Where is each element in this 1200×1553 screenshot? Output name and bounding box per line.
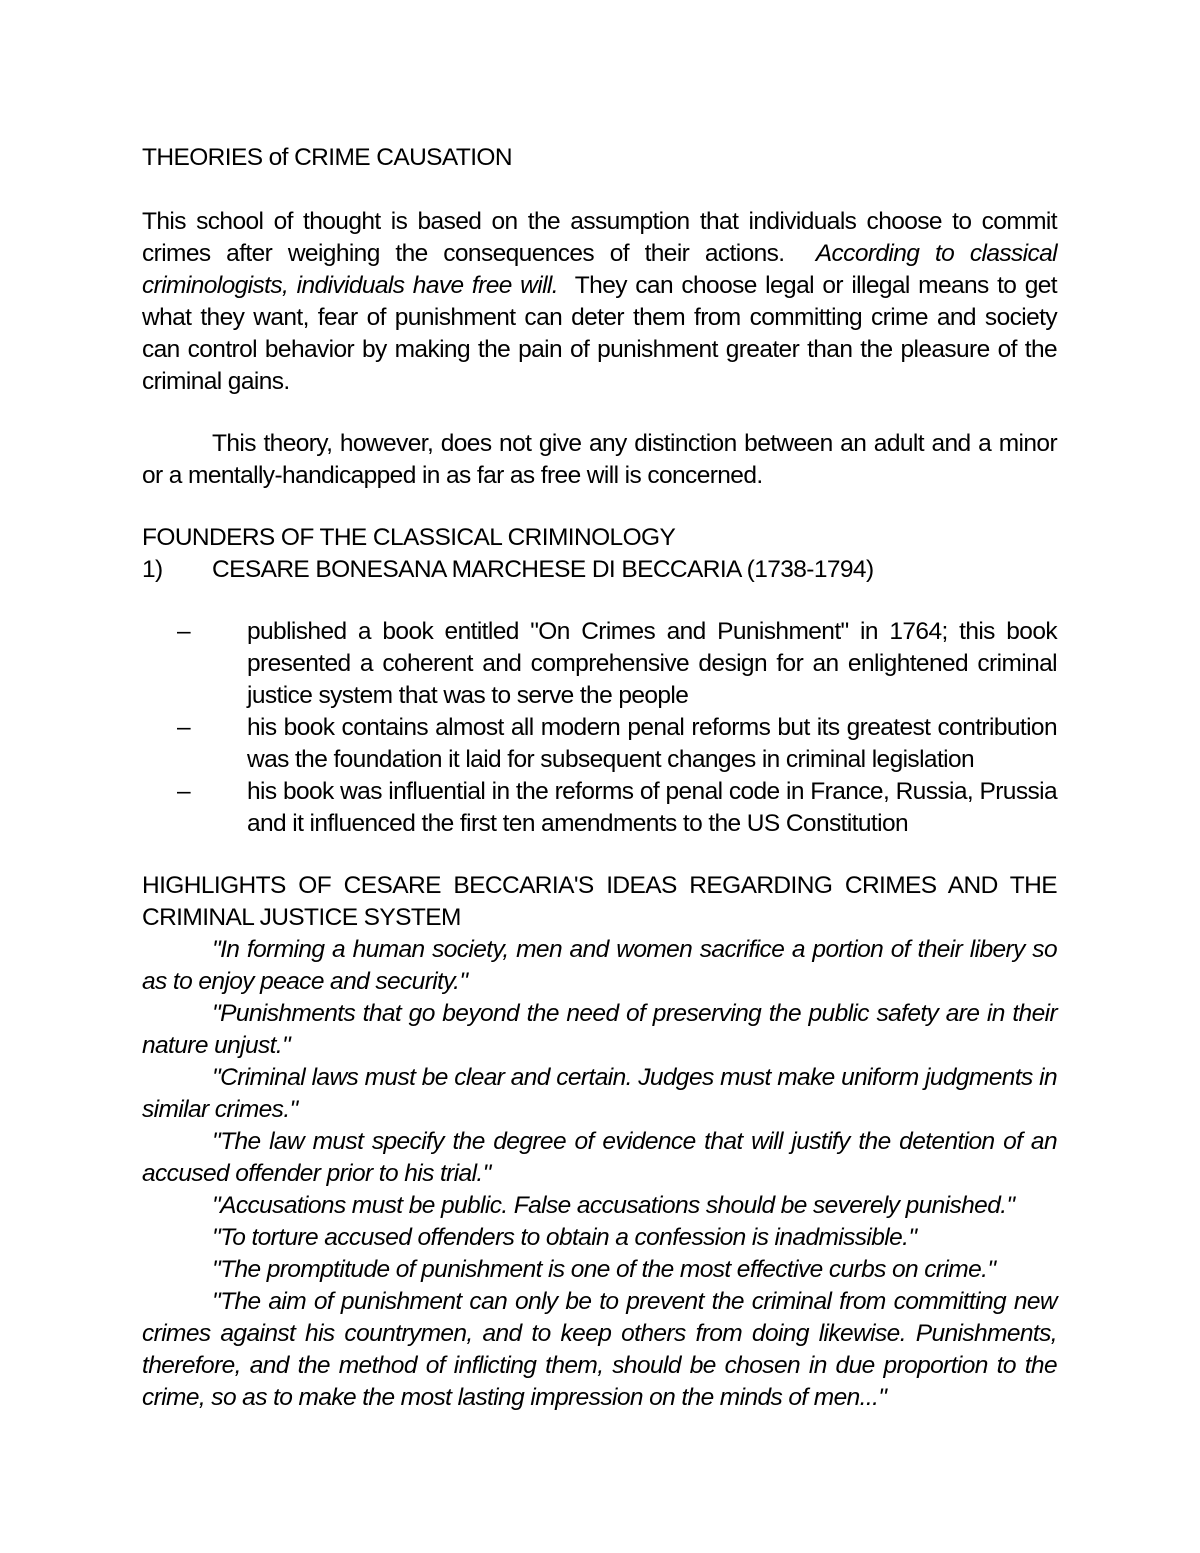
founder-number: 1) <box>142 556 163 583</box>
intro-italic-text: According to classical criminologists, individuals have free will. <box>142 240 1058 299</box>
critique-paragraph: This theory, however, does not give any distinction between an adult and a minor or a mentally-handicapped in as far as free will is concerned. <box>142 430 1057 489</box>
bullet-text: his book was influential in the reforms of penal code in France, Russia, Prussia and it influenced the first ten amendments to the US Constitution <box>247 778 1057 837</box>
intro-text-2: They can choose legal or illegal means to get what they want, fear of punishment can deter them from committing crime and society can control behavior by making the pain of punishment greater than the pleasure of the criminal gains. <box>142 272 1057 395</box>
quote-paragraph: "Criminal laws must be clear and certain. Judges must make uniform judgments in similar crimes." <box>142 1064 1057 1123</box>
intro-text-1: This school of thought is based on the assumption that individuals choose to commit crimes after weighing the consequences of their actions. <box>142 208 1057 267</box>
bullet-item <box>142 712 1057 776</box>
quote-paragraph: "The aim of punishment can only be to prevent the criminal from committing new crimes against his countrymen, and to keep others from doing likewise. Punishments, therefore, and the method of inflicting them, should be chosen in due proportion to the crime, so as to make the most lasting impression on the minds of men..." <box>142 1288 1057 1411</box>
quote-paragraph: "To torture accused offenders to obtain a confession is inadmissible." <box>212 1224 917 1251</box>
document-page <box>142 142 1057 1414</box>
bullet-dash: – <box>177 714 191 741</box>
bullet-item <box>142 776 1057 840</box>
bullet-text: his book contains almost all modern penal reforms but its greatest contribution was the foundation it laid for subsequent changes in criminal legislation <box>247 714 1057 773</box>
founder-bullet-list <box>142 616 1057 840</box>
bullet-dash: – <box>177 778 191 805</box>
document-title: THEORIES of CRIME CAUSATION <box>142 144 512 171</box>
founders-heading: FOUNDERS OF THE CLASSICAL CRIMINOLOGY <box>142 524 676 551</box>
highlights-heading: HIGHLIGHTS OF CESARE BECCARIA'S IDEAS REGARDING CRIMES AND THE CRIMINAL JUSTICE SYSTEM <box>142 872 1057 931</box>
quote-paragraph: "The promptitude of punishment is one of the most effective curbs on crime." <box>212 1256 996 1283</box>
bullet-text: published a book entitled "On Crimes and Punishment" in 1764; this book presented a coherent and comprehensive design for an enlightened criminal justice system that was to serve the people <box>247 618 1057 709</box>
founder-entry <box>142 554 1057 586</box>
bullet-item <box>142 616 1057 712</box>
founder-name: CESARE BONESANA MARCHESE DI BECCARIA (1738-1794) <box>212 556 874 583</box>
intro-paragraph <box>142 206 1057 398</box>
bullet-dash: – <box>177 618 191 645</box>
quote-paragraph: "In forming a human society, men and women sacrifice a portion of their libery so as to enjoy peace and security." <box>142 936 1057 995</box>
quote-paragraph: "The law must specify the degree of evidence that will justify the detention of an accused offender prior to his trial." <box>142 1128 1057 1187</box>
quote-paragraph: "Accusations must be public. False accusations should be severely punished." <box>212 1192 1015 1219</box>
quote-paragraph: "Punishments that go beyond the need of preserving the public safety are in their nature unjust." <box>142 1000 1057 1059</box>
